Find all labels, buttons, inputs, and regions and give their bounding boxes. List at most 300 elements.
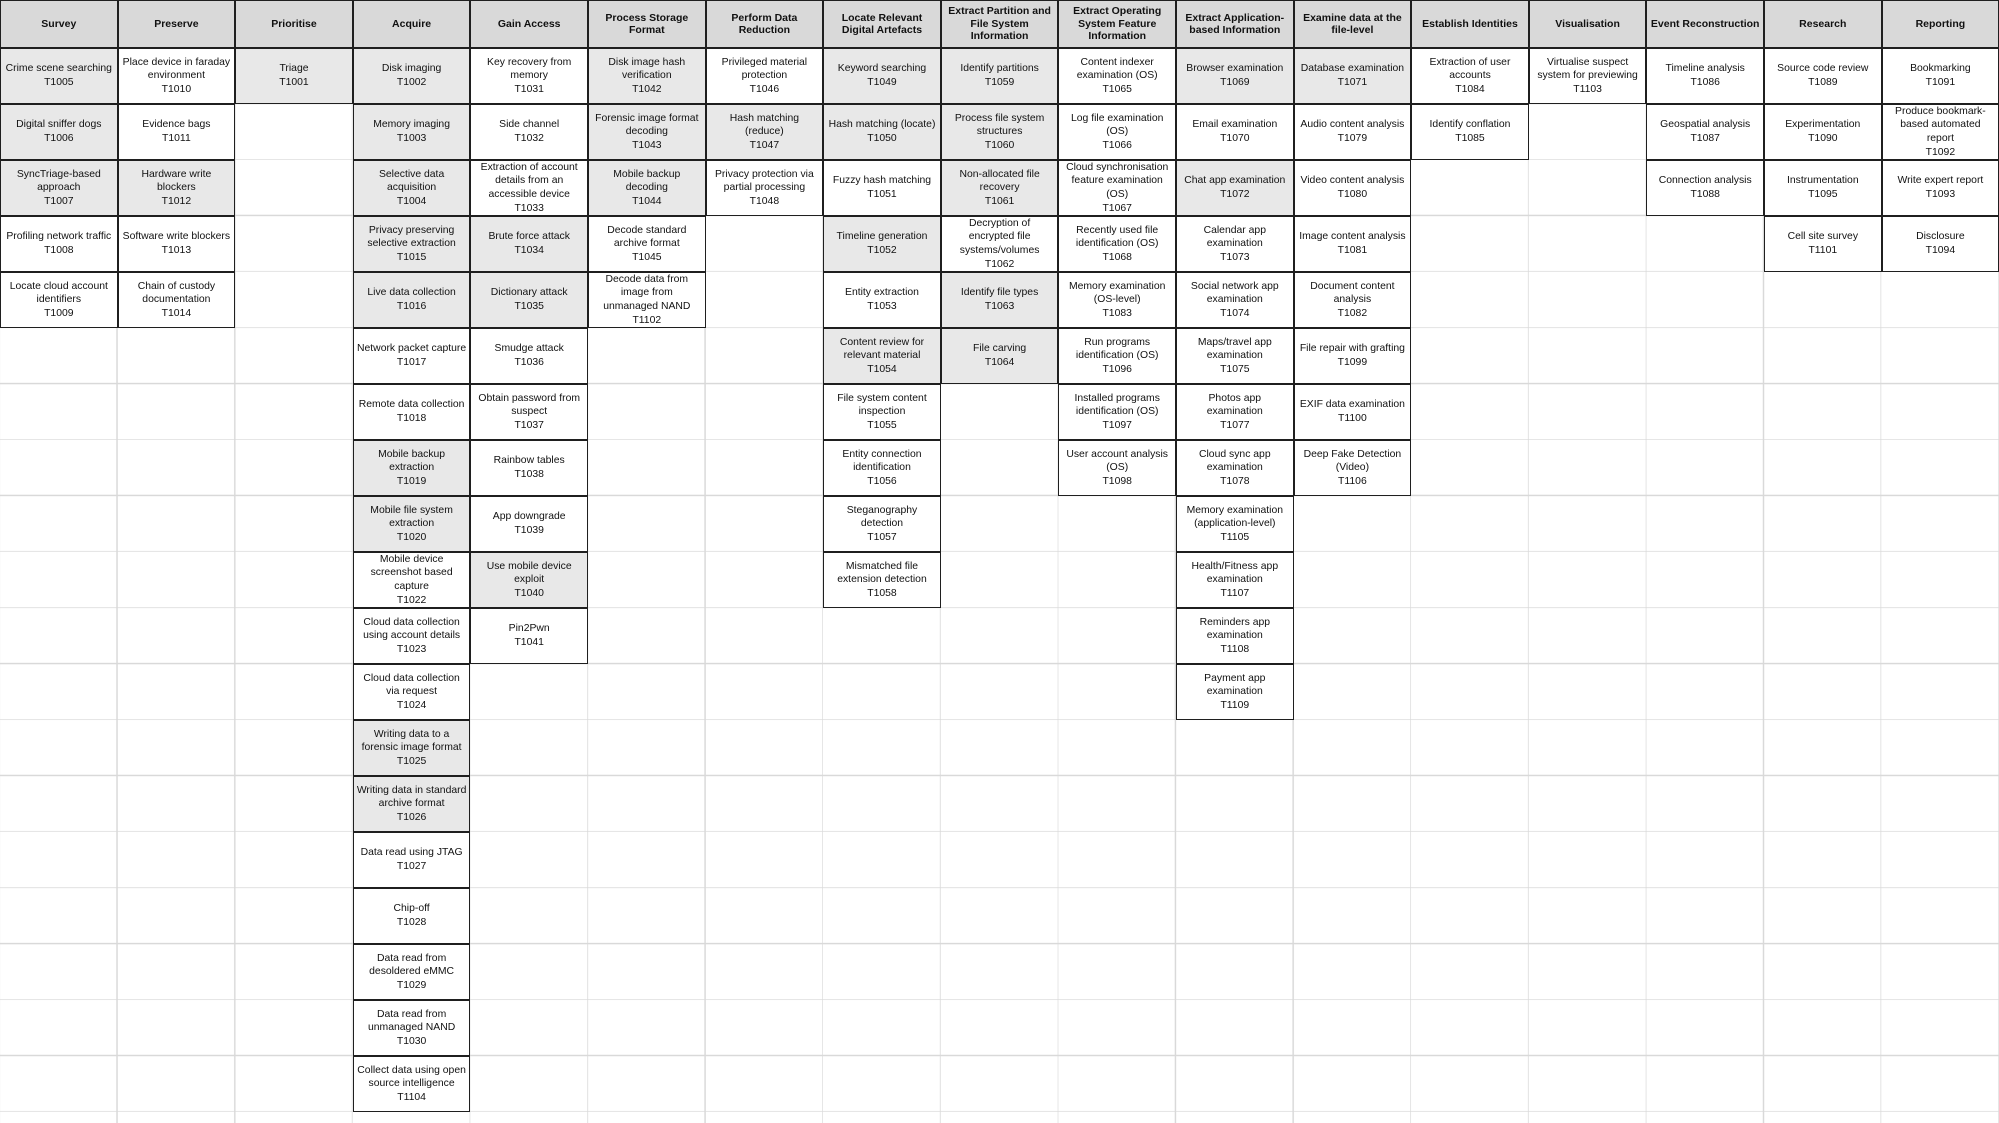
technique-cell-t1026[interactable] — [353, 776, 471, 832]
technique-name: Connection analysis — [1658, 175, 1752, 187]
technique-cell-t1092[interactable] — [1882, 104, 1999, 160]
technique-cell-t1008[interactable] — [0, 216, 118, 272]
technique-id: T1036 — [514, 357, 544, 368]
column-header-perform-data-reduction[interactable]: Perform Data Reduction — [706, 0, 824, 48]
technique-id: T1042 — [632, 83, 662, 95]
technique-id: T1032 — [514, 133, 544, 144]
technique-id: T1001 — [279, 77, 309, 88]
technique-id: T1080 — [1337, 189, 1368, 200]
technique-id: T1040 — [514, 587, 544, 599]
column-header-event-reconstruction[interactable]: Event Reconstruction — [1646, 0, 1764, 48]
technique-id: T1108 — [1220, 643, 1250, 655]
technique-name: Mismatched file extension detection — [837, 560, 927, 586]
technique-name: Decode data from image from unmanaged NAND — [603, 273, 691, 312]
technique-id: T1053 — [867, 301, 897, 312]
technique-id: T1020 — [396, 531, 427, 543]
technique-name: Pin2Pwn — [508, 623, 550, 635]
technique-name: Entity extraction — [845, 287, 919, 299]
technique-id: T1106 — [1338, 475, 1367, 487]
column-header-process-storage-format[interactable]: Process Storage Format — [588, 0, 706, 48]
technique-name: Document content analysis — [1310, 280, 1395, 306]
technique-name: Selective data acquisition — [378, 168, 445, 194]
technique-id: T1081 — [1337, 245, 1368, 256]
technique-cell-t1017[interactable] — [353, 328, 471, 384]
technique-name: Identify file types — [960, 287, 1039, 299]
technique-cell-t1106[interactable] — [1294, 440, 1412, 496]
technique-id: T1054 — [867, 363, 897, 375]
technique-name: Hash matching (reduce) — [729, 112, 800, 138]
technique-cell-t1064[interactable] — [941, 328, 1059, 384]
technique-id: T1064 — [984, 357, 1015, 368]
technique-cell-t1105[interactable] — [1176, 496, 1294, 552]
technique-name: Audio content analysis — [1300, 119, 1405, 131]
technique-id: T1074 — [1220, 307, 1250, 319]
technique-id: T1104 — [397, 1091, 426, 1103]
technique-name: Forensic image format decoding — [595, 112, 699, 138]
technique-id: T1007 — [44, 195, 74, 207]
technique-name: Write expert report — [1897, 175, 1984, 187]
technique-id: T1089 — [1808, 77, 1838, 88]
column-header-research[interactable]: Research — [1764, 0, 1882, 48]
technique-cell-t1012[interactable] — [118, 160, 236, 216]
technique-cell-t1102[interactable] — [588, 272, 706, 328]
technique-name: Memory examination (application-level) — [1186, 504, 1284, 530]
technique-id: T1077 — [1220, 419, 1250, 431]
technique-name: Writing data to a forensic image format — [361, 728, 462, 754]
technique-name: Non-allocated file recovery — [959, 168, 1040, 194]
technique-cell-t1016[interactable] — [353, 272, 471, 328]
technique-cell-t1078[interactable] — [1176, 440, 1294, 496]
technique-name: Recently used file identification (OS) — [1075, 224, 1159, 250]
technique-cell-t1103[interactable] — [1529, 48, 1647, 104]
column-header-reporting[interactable]: Reporting — [1882, 0, 1999, 48]
technique-id: T1100 — [1338, 413, 1367, 424]
technique-name: Extraction of account details from an accessible device — [480, 161, 578, 200]
technique-name: Evidence bags — [142, 119, 211, 131]
technique-name: Database examination — [1300, 63, 1405, 75]
technique-cell-t1046[interactable] — [706, 48, 824, 104]
technique-name: Bookmarking — [1910, 63, 1971, 75]
technique-cell-t1081[interactable] — [1294, 216, 1412, 272]
technique-id: T1095 — [1808, 189, 1838, 200]
technique-cell-t1045[interactable] — [588, 216, 706, 272]
technique-cell-t1061[interactable] — [941, 160, 1059, 216]
technique-cell-t1109[interactable] — [1176, 664, 1294, 720]
technique-name: Timeline generation — [836, 231, 928, 243]
technique-cell-t1098[interactable] — [1058, 440, 1176, 496]
technique-id: T1003 — [396, 133, 427, 144]
technique-id: T1045 — [632, 251, 662, 263]
technique-cell-t1001[interactable] — [235, 48, 353, 104]
technique-name: Data read from unmanaged NAND — [367, 1008, 456, 1034]
technique-cell-t1090[interactable] — [1764, 104, 1882, 160]
technique-name: EXIF data examination — [1299, 399, 1405, 411]
technique-id: T1088 — [1690, 189, 1720, 200]
technique-id: T1028 — [396, 917, 427, 928]
technique-cell-t1089[interactable] — [1764, 48, 1882, 104]
technique-cell-t1049[interactable] — [823, 48, 941, 104]
technique-name: Cloud synchronisation feature examination (OS) — [1066, 161, 1169, 200]
technique-cell-t1050[interactable] — [823, 104, 941, 160]
technique-cell-t1006[interactable] — [0, 104, 118, 160]
technique-name: Place device in faraday environment — [122, 56, 231, 82]
technique-name: App downgrade — [492, 511, 566, 523]
column-header-locate-relevant-digital-artefacts[interactable]: Locate Relevant Digital Artefacts — [823, 0, 941, 48]
technique-cell-t1088[interactable] — [1646, 160, 1764, 216]
technique-cell-t1007[interactable] — [0, 160, 118, 216]
technique-cell-t1053[interactable] — [823, 272, 941, 328]
technique-name: Cloud sync app examination — [1198, 448, 1271, 474]
technique-cell-t1099[interactable] — [1294, 328, 1412, 384]
technique-cell-t1015[interactable] — [353, 216, 471, 272]
technique-id: T1094 — [1925, 245, 1956, 256]
technique-cell-t1056[interactable] — [823, 440, 941, 496]
technique-name: Identify partitions — [960, 63, 1039, 75]
technique-cell-t1071[interactable] — [1294, 48, 1412, 104]
technique-id: T1079 — [1337, 133, 1368, 144]
technique-name: Extraction of user accounts — [1429, 56, 1511, 82]
technique-cell-t1074[interactable] — [1176, 272, 1294, 328]
technique-cell-t1044[interactable] — [588, 160, 706, 216]
technique-name: Log file examination (OS) — [1070, 112, 1164, 138]
technique-cell-t1054[interactable] — [823, 328, 941, 384]
technique-cell-t1035[interactable] — [470, 272, 588, 328]
technique-name: Decryption of encrypted file systems/volumes — [959, 217, 1040, 256]
technique-id: T1075 — [1220, 363, 1250, 375]
technique-name: Health/Fitness app examination — [1191, 560, 1279, 586]
technique-id: T1057 — [867, 531, 897, 543]
technique-id: T1090 — [1808, 133, 1838, 144]
technique-id: T1087 — [1690, 133, 1720, 144]
technique-name: Smudge attack — [494, 343, 564, 355]
technique-name: Writing data in standard archive format — [356, 784, 467, 810]
technique-cell-t1030[interactable] — [353, 1000, 471, 1056]
technique-cell-t1013[interactable] — [118, 216, 236, 272]
technique-name: Mobile device screenshot based capture — [370, 553, 453, 592]
column-header-extract-partition-and-file-system-information[interactable]: Extract Partition and File System Information — [941, 0, 1059, 48]
technique-name: Installed programs identification (OS) — [1074, 392, 1160, 418]
technique-cell-t1057[interactable] — [823, 496, 941, 552]
technique-cell-t1048[interactable] — [706, 160, 824, 216]
technique-name: Privacy protection via partial processing — [715, 168, 814, 194]
technique-name: Cell site survey — [1787, 231, 1859, 243]
technique-id: T1011 — [162, 133, 191, 144]
technique-id: T1012 — [161, 195, 192, 207]
technique-id: T1029 — [396, 979, 427, 991]
technique-id: T1101 — [1808, 245, 1838, 256]
technique-cell-t1096[interactable] — [1058, 328, 1176, 384]
technique-cell-t1087[interactable] — [1646, 104, 1764, 160]
technique-cell-t1042[interactable] — [588, 48, 706, 104]
technique-id: T1050 — [867, 133, 897, 144]
technique-id: T1031 — [514, 83, 544, 95]
technique-id: T1068 — [1102, 251, 1132, 263]
technique-id: T1037 — [514, 419, 544, 431]
technique-id: T1061 — [984, 195, 1015, 207]
technique-id: T1099 — [1337, 357, 1368, 368]
technique-id: T1026 — [396, 811, 427, 823]
technique-cell-t1094[interactable] — [1882, 216, 1999, 272]
technique-name: Source code review — [1777, 63, 1869, 75]
technique-cell-t1028[interactable] — [353, 888, 471, 944]
technique-id: T1072 — [1220, 189, 1250, 200]
technique-cell-t1091[interactable] — [1882, 48, 1999, 104]
technique-name: File repair with grafting — [1299, 343, 1405, 355]
technique-name: Decode standard archive format — [607, 224, 687, 250]
technique-cell-t1077[interactable] — [1176, 384, 1294, 440]
technique-id: T1038 — [514, 469, 544, 480]
technique-cell-t1107[interactable] — [1176, 552, 1294, 608]
technique-cell-t1084[interactable] — [1411, 48, 1529, 104]
technique-name: Mobile backup extraction — [378, 448, 446, 474]
column-header-gain-access[interactable]: Gain Access — [470, 0, 588, 48]
technique-cell-t1024[interactable] — [353, 664, 471, 720]
technique-name: Obtain password from suspect — [478, 392, 580, 418]
technique-name: Content review for relevant material — [839, 336, 925, 362]
technique-name: Digital sniffer dogs — [16, 119, 102, 131]
technique-cell-t1063[interactable] — [941, 272, 1059, 328]
technique-name: Triage — [279, 63, 309, 75]
technique-cell-t1003[interactable] — [353, 104, 471, 160]
technique-name: Privileged material protection — [721, 56, 808, 82]
technique-cell-t1079[interactable] — [1294, 104, 1412, 160]
technique-cell-t1033[interactable] — [470, 160, 588, 216]
technique-name: Data read using JTAG — [360, 847, 463, 859]
technique-cell-t1025[interactable] — [353, 720, 471, 776]
technique-cell-t1069[interactable] — [1176, 48, 1294, 104]
technique-name: Rainbow tables — [493, 455, 565, 467]
technique-name: Video content analysis — [1300, 175, 1405, 187]
technique-id: T1047 — [749, 139, 780, 151]
technique-id: T1092 — [1925, 146, 1956, 158]
technique-cell-t1083[interactable] — [1058, 272, 1176, 328]
technique-cell-t1051[interactable] — [823, 160, 941, 216]
technique-cell-t1029[interactable] — [353, 944, 471, 1000]
technique-id: T1096 — [1102, 363, 1132, 375]
technique-id: T1062 — [984, 258, 1015, 270]
technique-name: Collect data using open source intelligence — [357, 1064, 466, 1090]
technique-cell-t1070[interactable] — [1176, 104, 1294, 160]
technique-name: Locate cloud account identifiers — [9, 280, 108, 306]
technique-name: File system content inspection — [837, 392, 927, 418]
technique-id: T1093 — [1925, 189, 1956, 200]
technique-cell-t1059[interactable] — [941, 48, 1059, 104]
technique-name: Memory imaging — [373, 119, 450, 131]
technique-cell-t1018[interactable] — [353, 384, 471, 440]
column-header-preserve[interactable]: Preserve — [118, 0, 236, 48]
technique-id: T1066 — [1102, 139, 1132, 151]
technique-id: T1010 — [161, 83, 192, 95]
technique-id: T1063 — [984, 301, 1015, 312]
technique-cell-t1097[interactable] — [1058, 384, 1176, 440]
technique-id: T1105 — [1220, 531, 1250, 543]
technique-name: Produce bookmark-based automated report — [1895, 105, 1986, 144]
technique-id: T1069 — [1220, 77, 1250, 88]
technique-id: T1073 — [1220, 251, 1250, 263]
technique-id: T1083 — [1102, 307, 1132, 319]
technique-id: T1019 — [396, 475, 427, 487]
technique-name: Virtualise suspect system for previewing — [1537, 56, 1638, 82]
technique-id: T1039 — [514, 525, 544, 536]
technique-cell-t1072[interactable] — [1176, 160, 1294, 216]
technique-cell-t1108[interactable] — [1176, 608, 1294, 664]
technique-id: T1058 — [867, 587, 897, 599]
column-header-extract-operating-system-feature-information[interactable]: Extract Operating System Feature Information — [1058, 0, 1176, 48]
technique-id: T1044 — [632, 195, 662, 207]
technique-cell-t1031[interactable] — [470, 48, 588, 104]
column-header-examine-data-at-the-file-level[interactable]: Examine data at the file-level — [1294, 0, 1412, 48]
technique-id: T1048 — [749, 195, 780, 207]
technique-id: T1043 — [632, 139, 662, 151]
technique-name: Run programs identification (OS) — [1075, 336, 1159, 362]
technique-cell-t1075[interactable] — [1176, 328, 1294, 384]
technique-cell-t1023[interactable] — [353, 608, 471, 664]
technique-cell-t1038[interactable] — [470, 440, 588, 496]
technique-name: Data read from desoldered eMMC — [369, 952, 455, 978]
technique-id: T1060 — [984, 139, 1015, 151]
technique-id: T1002 — [396, 77, 427, 88]
technique-cell-t1009[interactable] — [0, 272, 118, 328]
technique-name: Maps/travel app examination — [1197, 336, 1272, 362]
technique-id: T1059 — [984, 77, 1015, 88]
technique-cell-t1058[interactable] — [823, 552, 941, 608]
technique-name: Content indexer examination (OS) — [1076, 56, 1158, 82]
technique-cell-t1037[interactable] — [470, 384, 588, 440]
technique-id: T1005 — [44, 77, 74, 88]
technique-cell-t1022[interactable] — [353, 552, 471, 608]
column-header-acquire[interactable]: Acquire — [353, 0, 471, 48]
technique-id: T1067 — [1102, 202, 1132, 214]
technique-cell-t1062[interactable] — [941, 216, 1059, 272]
technique-name: Cloud data collection using account details — [363, 616, 461, 642]
technique-cell-t1040[interactable] — [470, 552, 588, 608]
technique-name: Chain of custody documentation — [137, 280, 216, 306]
technique-id: T1056 — [867, 475, 897, 487]
technique-id: T1086 — [1690, 77, 1720, 88]
technique-cell-t1020[interactable] — [353, 496, 471, 552]
technique-name: Dictionary attack — [490, 287, 568, 299]
column-header-extract-application-based-information[interactable]: Extract Application-based Information — [1176, 0, 1294, 48]
technique-name: Process file system structures — [954, 112, 1045, 138]
technique-name: Entity connection identification — [842, 448, 922, 474]
technique-name: Memory examination (OS-level) — [1068, 280, 1166, 306]
technique-name: Deep Fake Detection (Video) — [1303, 448, 1402, 474]
technique-name: Hash matching (locate) — [828, 119, 936, 131]
technique-cell-t1039[interactable] — [470, 496, 588, 552]
technique-cell-t1060[interactable] — [941, 104, 1059, 160]
technique-cell-t1019[interactable] — [353, 440, 471, 496]
technique-name: Reminders app examination — [1199, 616, 1271, 642]
technique-cell-t1034[interactable] — [470, 216, 588, 272]
technique-id: T1023 — [396, 643, 427, 655]
technique-name: Image content analysis — [1299, 231, 1406, 243]
technique-name: Geospatial analysis — [1660, 119, 1751, 131]
technique-name: Experimentation — [1785, 119, 1861, 131]
technique-id: T1018 — [396, 413, 427, 424]
technique-cell-t1055[interactable] — [823, 384, 941, 440]
technique-cell-t1027[interactable] — [353, 832, 471, 888]
technique-cell-t1067[interactable] — [1058, 160, 1176, 216]
technique-name: Payment app examination — [1204, 672, 1266, 698]
technique-name: SyncTriage-based approach — [16, 168, 101, 194]
technique-name: Cloud data collection via request — [363, 672, 460, 698]
column-header-visualisation[interactable]: Visualisation — [1529, 0, 1647, 48]
technique-name: Profiling network traffic — [6, 231, 112, 243]
technique-cell-t1047[interactable] — [706, 104, 824, 160]
technique-id: T1098 — [1102, 475, 1132, 487]
technique-id: T1030 — [396, 1035, 427, 1047]
technique-cell-t1073[interactable] — [1176, 216, 1294, 272]
technique-cell-t1014[interactable] — [118, 272, 236, 328]
technique-cell-t1082[interactable] — [1294, 272, 1412, 328]
technique-cell-t1080[interactable] — [1294, 160, 1412, 216]
technique-cell-t1036[interactable] — [470, 328, 588, 384]
technique-id: T1025 — [396, 755, 427, 767]
technique-cell-t1041[interactable] — [470, 608, 588, 664]
technique-cell-t1011[interactable] — [118, 104, 236, 160]
technique-cell-t1093[interactable] — [1882, 160, 1999, 216]
technique-name: Disk imaging — [381, 63, 442, 75]
technique-id: T1016 — [396, 301, 427, 312]
technique-id: T1009 — [44, 307, 74, 319]
column-header-establish-identities[interactable]: Establish Identities — [1411, 0, 1529, 48]
technique-id: T1085 — [1455, 133, 1485, 144]
technique-id: T1097 — [1102, 419, 1132, 431]
technique-cell-t1068[interactable] — [1058, 216, 1176, 272]
technique-name: Calendar app examination — [1203, 224, 1266, 250]
technique-name: Mobile file system extraction — [370, 504, 453, 530]
technique-cell-t1066[interactable] — [1058, 104, 1176, 160]
technique-name: Identify conflation — [1429, 119, 1511, 131]
technique-name: Social network app examination — [1190, 280, 1279, 306]
technique-cell-t1032[interactable] — [470, 104, 588, 160]
technique-id: T1082 — [1337, 307, 1368, 319]
technique-cell-t1004[interactable] — [353, 160, 471, 216]
technique-id: T1084 — [1455, 83, 1485, 95]
technique-cell-t1052[interactable] — [823, 216, 941, 272]
column-header-survey[interactable]: Survey — [0, 0, 118, 48]
technique-id: T1070 — [1220, 133, 1250, 144]
technique-id: T1027 — [396, 861, 427, 872]
technique-cell-t1005[interactable] — [0, 48, 118, 104]
technique-name: Steganography detection — [846, 504, 918, 530]
technique-id: T1091 — [1925, 77, 1956, 88]
column-header-prioritise[interactable]: Prioritise — [235, 0, 353, 48]
technique-cell-t1086[interactable] — [1646, 48, 1764, 104]
technique-name: Key recovery from memory — [487, 56, 572, 82]
technique-name: Email examination — [1192, 119, 1278, 131]
technique-cell-t1104[interactable] — [353, 1056, 471, 1112]
technique-cell-t1043[interactable] — [588, 104, 706, 160]
technique-id: T1071 — [1337, 77, 1368, 88]
technique-cell-t1101[interactable] — [1764, 216, 1882, 272]
technique-id: T1006 — [44, 133, 74, 144]
technique-cell-t1065[interactable] — [1058, 48, 1176, 104]
technique-name: Privacy preserving selective extraction — [367, 224, 456, 250]
technique-cell-t1100[interactable] — [1294, 384, 1412, 440]
technique-cell-t1010[interactable] — [118, 48, 236, 104]
technique-id: T1004 — [396, 195, 427, 207]
technique-id: T1078 — [1220, 475, 1250, 487]
technique-name: Hardware write blockers — [141, 168, 212, 194]
technique-name: Live data collection — [367, 287, 456, 299]
technique-id: T1102 — [632, 314, 662, 326]
technique-cell-t1002[interactable] — [353, 48, 471, 104]
technique-cell-t1085[interactable] — [1411, 104, 1529, 160]
technique-cell-t1095[interactable] — [1764, 160, 1882, 216]
technique-name: Software write blockers — [122, 231, 231, 243]
technique-id: T1015 — [396, 251, 427, 263]
